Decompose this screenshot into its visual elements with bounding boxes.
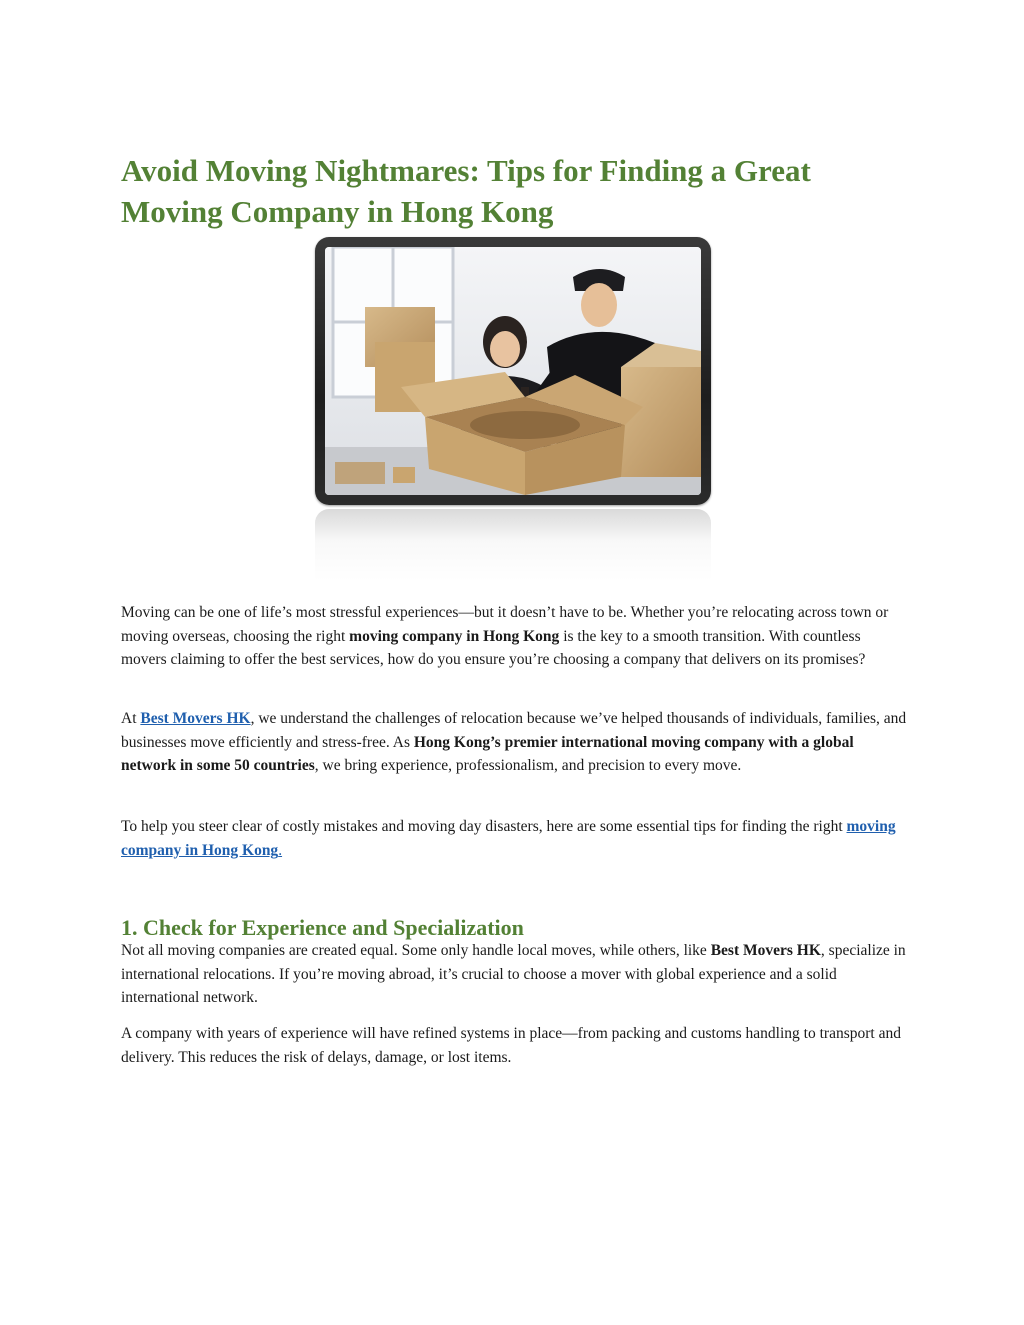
intro-paragraph-1 <box>121 601 907 672</box>
intro-paragraph-2 <box>121 707 907 778</box>
intro-p1-text-b: is the key to a smooth transition. With countless movers claiming to offer the best services, how do you ensure you’re choosing a company that delivers on its promises? <box>121 627 866 668</box>
section1-p1-text-a: Not all moving companies are created equal. Some only handle local moves, while others, like <box>121 942 711 959</box>
section-1-paragraph-2: A company with years of experience will have refined systems in place—from packing and customs handling to transport and delivery. This reduces the risk of delays, damage, or lost items. <box>121 1025 901 1066</box>
hero-photo <box>315 237 711 582</box>
intro-p1-text-a: Moving can be one of life’s most stressful experiences—but it doesn’t have to be. Whether you’re relocating across town or moving overseas, choosing the right <box>121 604 889 645</box>
photo-frame <box>315 237 711 505</box>
intro-p3-text-a: To help you steer clear of costly mistakes and moving day disasters, here are some essential tips for finding the right <box>121 818 847 835</box>
intro-p2-bold: Hong Kong’s premier international moving company with a global network in some 50 countries <box>121 733 854 774</box>
section-1-heading: 1. Check for Experience and Specialization <box>121 915 524 940</box>
intro-p2-text-c: , we bring experience, professionalism, and precision to every move. <box>314 757 742 774</box>
intro-paragraph-3 <box>121 815 907 862</box>
intro-p3-period: . <box>278 841 283 859</box>
movers-illustration <box>325 247 701 495</box>
page-title: Avoid Moving Nightmares: Tips for Finding a Great Moving Company in Hong Kong <box>121 153 811 229</box>
movers-photo <box>325 247 701 495</box>
moving-company-hk-link[interactable]: moving company in Hong Kong <box>121 818 896 859</box>
intro-p2-text-b: , we understand the challenges of relocation because we’ve helped thousands of individuals, families, and businesses move efficiently and stress-free. As <box>121 710 907 751</box>
photo-reflection <box>315 509 711 581</box>
intro-p2-text-a: At <box>121 710 141 727</box>
section1-p1-bold: Best Movers HK <box>710 942 821 959</box>
best-movers-hk-link[interactable]: Best Movers HK <box>140 710 251 727</box>
section1-p1-text-b: , specialize in international relocations. If you’re moving abroad, it’s crucial to choose a mover with global experience and a solid international network. <box>121 942 906 1006</box>
section-1-paragraph-1 <box>121 939 907 1010</box>
intro-p1-bold: moving company in Hong Kong <box>349 627 560 645</box>
